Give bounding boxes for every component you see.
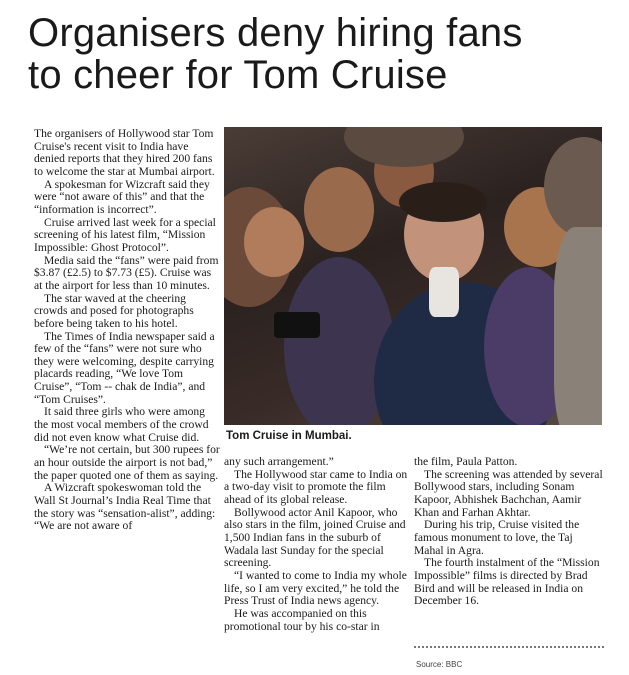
paragraph: A Wizcraft spokeswoman told the Wall St Journal’s India Real Time that the story was “sensation-alist”, adding: “We are not aware of (34, 481, 216, 533)
headline-line-1: Organisers deny hiring fans (28, 11, 523, 55)
article-headline (28, 12, 618, 96)
article-column-3 (414, 456, 604, 608)
paragraph: “I wanted to come to India my whole life, so I am very excited,” he told the Press Trust of India news agency. (224, 568, 407, 608)
paragraph: He was accompanied on this promotional tour by his co-star in (224, 606, 380, 633)
article-column-1 (34, 128, 220, 533)
paragraph: The screening was attended by several Bollywood stars, including Sonam Kapoor, Abhishek Bachchan, Aamir Khan and Farhan Akhtar. (414, 467, 603, 519)
paragraph: It said three girls who were among the most vocal members of the crowd did not even know what Cruise did. (34, 405, 209, 444)
paragraph: A spokesman for Wizcraft said they were “not aware of this” and that the “information is incorrect”. (34, 177, 210, 216)
paragraph: The star waved at the cheering crowds and posed for photographs before being taken to his hotel. (34, 291, 194, 330)
paragraph: During his trip, Cruise visited the famous monument to love, the Taj Mahal in Agra. (414, 518, 580, 557)
dotted-divider (414, 646, 604, 648)
paragraph: The fourth instalment of the “Mission Impossible” films is directed by Brad Bird and will be released in India on December 16. (414, 556, 600, 608)
headline-line-2: to cheer for Tom Cruise (28, 53, 448, 97)
article-photo (224, 127, 602, 425)
paragraph: Bollywood actor Anil Kapoor, who also stars in the film, joined Cruise and 1,500 Indian fans in the suburb of Wadala last Sunday for the special screening. (224, 505, 406, 570)
paragraph: “We’re not certain, but 300 rupees for an hour outside the airport is not bad,” the paper quoted one of them as saying. (34, 443, 220, 482)
paragraph: The Hollywood star came to India on a two-day visit to promote the film ahead of its global release. (224, 467, 408, 506)
photo-caption: Tom Cruise in Mumbai. (226, 430, 352, 442)
source-credit: Source: BBC (416, 660, 463, 669)
paragraph: Media said the “fans” were paid from $3.87 (£2.5) to $7.73 (£5). Cruise was at the airport for less than 10 minutes. (34, 253, 219, 292)
paragraph: the film, Paula Patton. (414, 455, 518, 468)
paragraph: The organisers of Hollywood star Tom Cruise's recent visit to India have denied reports that they hired 200 fans to welcome the star at Mumbai airport. (34, 127, 215, 178)
paragraph: The Times of India newspaper said a few of the “fans” were not sure who they were welcoming, despite carrying placards reading, “We love Tom Cruise”, “Tom -- chak de India”, and “Tom Cruises”. (34, 329, 215, 406)
paragraph: Cruise arrived last week for a special screening of his latest film, “Mission Impossible: Ghost Protocol”. (34, 215, 216, 254)
article-column-2 (224, 456, 412, 633)
paragraph: any such arrangement.” (224, 455, 334, 468)
